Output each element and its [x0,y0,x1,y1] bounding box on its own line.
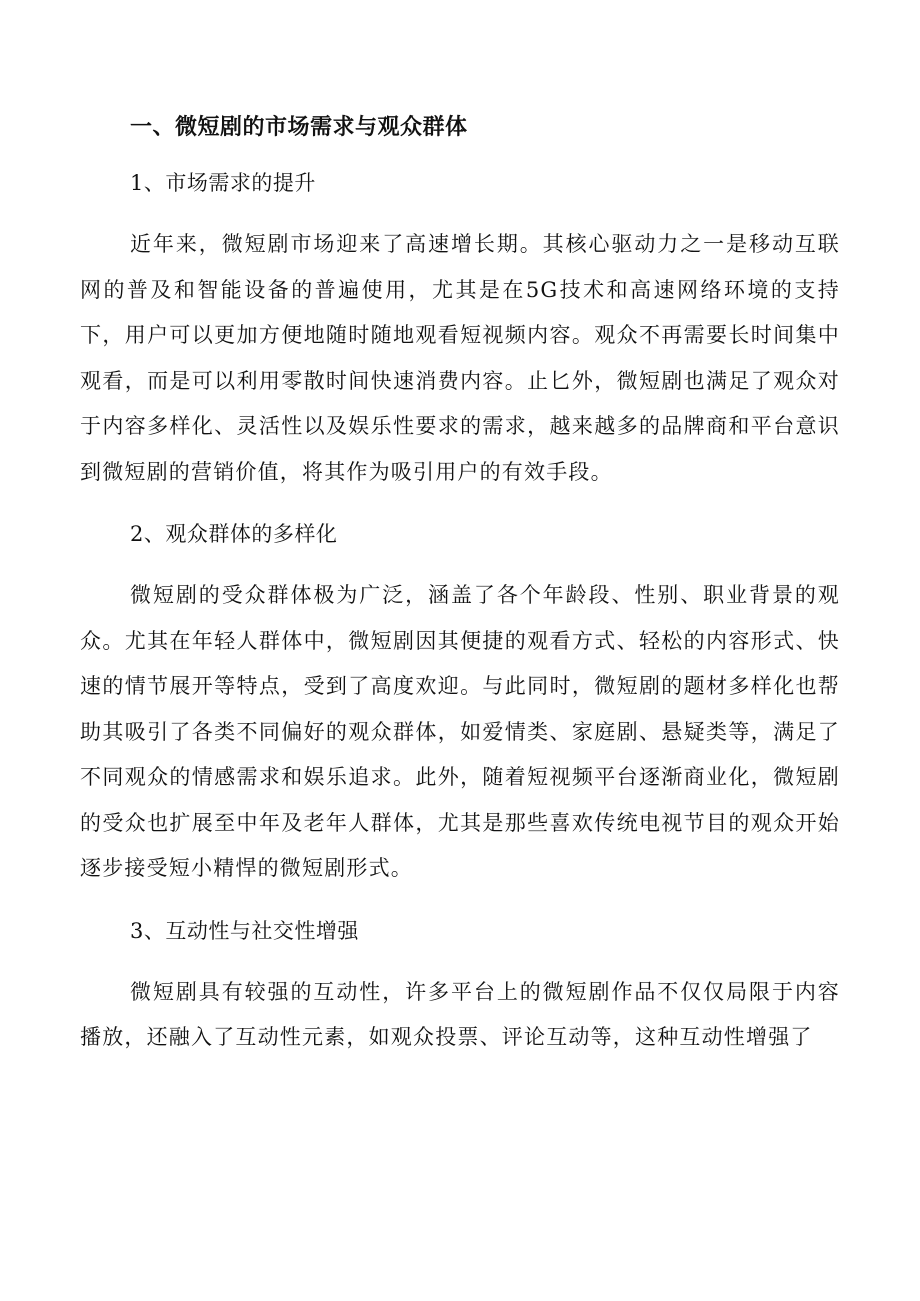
subsection-heading-audience-diversity: 2、观众群体的多样化 [130,522,338,546]
paragraph-market-demand: 近年来，微短剧市场迎来了高速增长期。其核心驱动力之一是移动互联网的普及和智能设备的普遍使用，尤其是在5G技术和高速网络环境的支持下，用户可以更加方便地随时随地观看短视频内容。观众不再需要长时间集中观看，而是可以利用零散时间快速消费内容。止匕外，微短剧也满足了观众对于内容多样化、灵活性以及娱乐性要求的需求，越来越多的品牌商和平台意识到微短剧的营销价值，将其作为吸引用户的有效手段。 [80,232,840,484]
section-title: 一、微短剧的市场需求与观众群体 [130,114,468,140]
paragraph-audience-diversity: 微短剧的受众群体极为广泛，涵盖了各个年龄段、性别、职业背景的观众。尤其在年轻人群体中，微短剧因其便捷的观看方式、轻松的内容形式、快速的情节展开等特点，受到了高度欢迎。与此同时，微短剧的题材多样化也帮助其吸引了各类不同偏好的观众群体，如爱情类、家庭剧、悬疑类等，满足了不同观众的情感需求和娱乐追求。此外，随着短视频平台逐渐商业化，微短剧的受众也扩展至中年及老年人群体，尤其是那些喜欢传统电视节目的观众开始逐步接受短小精悍的微短剧形式。 [80,583,840,880]
paragraph-interactivity: 微短剧具有较强的互动性，许多平台上的微短剧作品不仅仅局限于内容播放，还融入了互动性元素，如观众投票、评论互动等，这种互动性增强了 [80,979,840,1049]
subsection-heading-interactivity: 3、互动性与社交性增强 [130,918,359,943]
subsection-heading-market-demand: 1、市场需求的提升 [130,171,316,195]
